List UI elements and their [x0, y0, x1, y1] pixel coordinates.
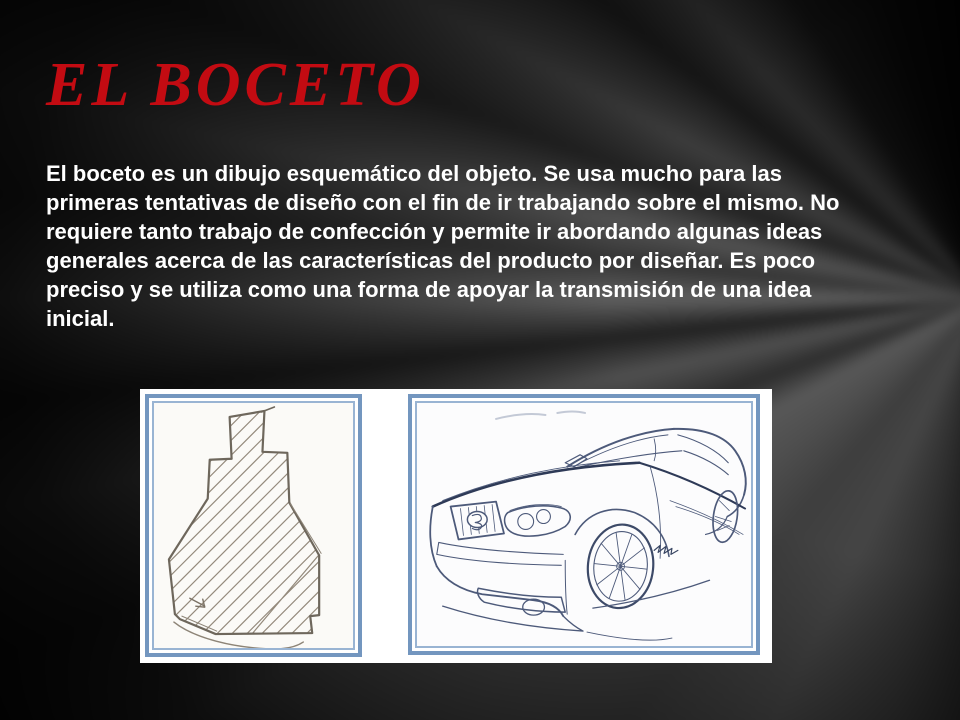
body-line: inicial. [46, 306, 115, 331]
car-grille [451, 502, 504, 540]
body-paragraph [46, 159, 906, 333]
sketch-image-car-inner [415, 401, 753, 648]
image-panel [140, 389, 772, 663]
page-title: EL BOCETO [46, 51, 425, 119]
car-headlight [505, 505, 571, 537]
sketch-image-object-inner [152, 401, 355, 650]
object-sketch-drawing [154, 403, 353, 648]
car-sketch-drawing [417, 403, 751, 646]
body-line: El boceto es un dibujo esquemático del objeto. Se usa mucho para las [46, 161, 782, 186]
body-line: requiere tanto trabajo de confección y permite ir abordando algunas ideas [46, 219, 823, 244]
hatch-lines [154, 403, 353, 648]
body-line: generales acerca de las características del producto por diseñar. Es poco [46, 248, 816, 273]
construction-scribbles [496, 411, 585, 418]
car-roofline [565, 429, 746, 517]
car-bumper [437, 542, 672, 640]
sketch-image-object [145, 394, 362, 657]
sketch-image-car [408, 394, 760, 655]
body-line: preciso y se utiliza como una forma de apoyar la transmisión de una idea [46, 277, 812, 302]
body-line: primeras tentativas de diseño con el fin de ir trabajando sobre el mismo. No [46, 190, 840, 215]
car-side-lines [593, 467, 743, 608]
